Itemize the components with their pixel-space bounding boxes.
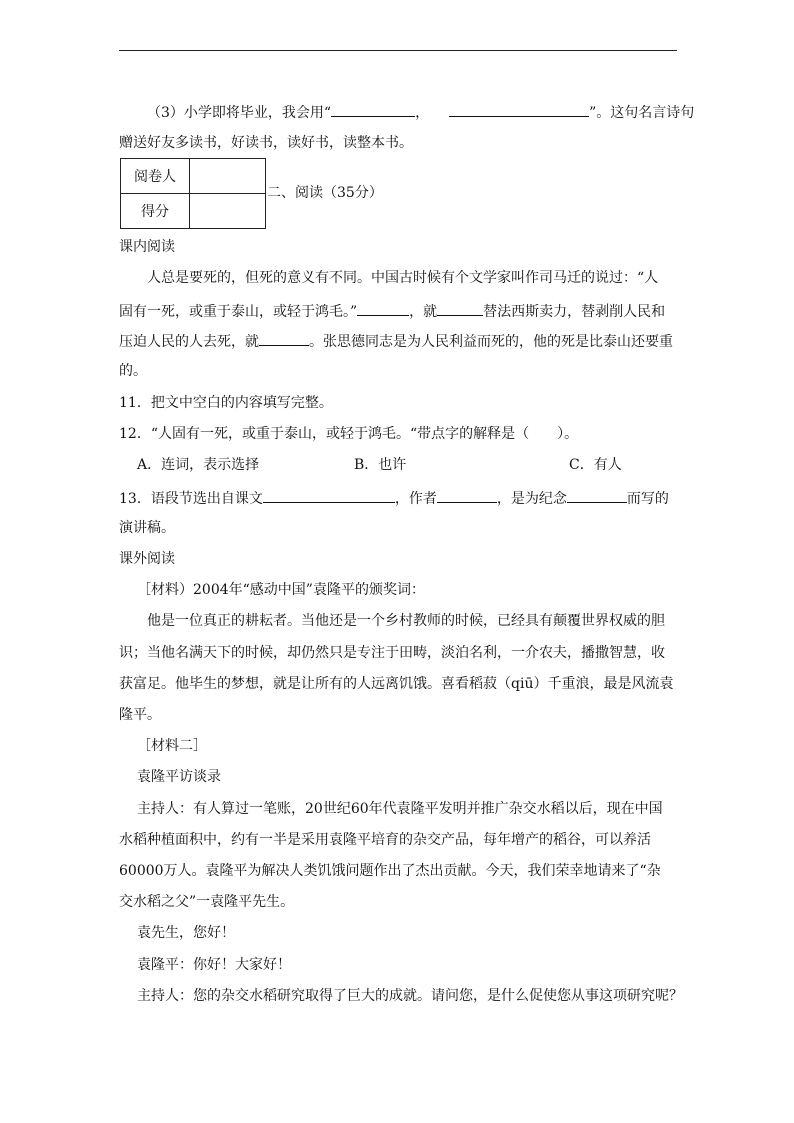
header-rule <box>119 50 677 51</box>
reviewer-label: 阅卷人 <box>121 159 190 194</box>
q13-blank-author[interactable] <box>437 487 497 503</box>
material-1-line: 隆平。 <box>119 707 161 723</box>
interview-line: 水稻种植面积中，约有一半是采用袁隆平培育的杂交产品，每年增产的稻谷，可以养活 <box>119 832 651 848</box>
q13-blank-purpose[interactable] <box>567 487 627 503</box>
passage-line-3 <box>119 330 673 352</box>
passage-blank-1[interactable] <box>357 300 409 316</box>
out-class-heading: 课外阅读 <box>119 551 175 567</box>
q3-line-2: 赠送好友多读书，好读书，读好书，读整本书。 <box>119 135 413 151</box>
passage-2-b: ，就 <box>409 304 438 320</box>
material-2-subtitle: 袁隆平访谈录 <box>137 769 221 785</box>
section-title: 二、阅读（35分） <box>267 185 383 201</box>
q13-text-b: ，作者 <box>394 491 437 507</box>
passage-blank-2[interactable] <box>437 300 483 316</box>
passage-3-a: 压迫人民的人去死，就 <box>119 334 259 350</box>
passage-line-2 <box>119 300 665 322</box>
q3-blank-1[interactable] <box>331 101 415 117</box>
question-12: 12．“人固有一死，或重于泰山，或轻于鸿毛。“带点字的解释是（ ）。 <box>119 426 579 442</box>
material-1-line: 他是一位真正的耕耘者。当他还是一个乡村教师的时候，已经具有颠覆世界权威的胆 <box>147 613 665 629</box>
passage-2-a: 固有一死，或重于泰山，或轻于鸿毛。” <box>119 304 358 320</box>
passage-line-1: 人总是要死的，但死的意义有不同。中国古时候有个文学家叫作司马迁的说过：“人 <box>147 270 659 286</box>
score-cell[interactable] <box>190 194 266 229</box>
passage-3-b: 。张思德同志是为人民利益而死的，他的死是比泰山还要重 <box>309 334 673 350</box>
q13-text-c: ，是为纪念 <box>496 491 567 507</box>
score-label: 得分 <box>121 194 190 229</box>
interview-line: 主持人：有人算过一笔账，20世纪60年代袁隆平发明并推广杂交水稻以后，现在中国 <box>137 801 663 817</box>
q3-text-b: ， <box>415 105 430 121</box>
interview-line: 袁隆平：你好！大家好！ <box>137 957 291 973</box>
q12-option-a[interactable]: A．连词，表示选择 <box>137 457 260 473</box>
question-13-cont: 演讲稿。 <box>119 520 175 536</box>
q3-text-c: ”。这句名言诗句 <box>589 105 695 121</box>
reviewer-cell[interactable] <box>190 159 266 194</box>
score-table <box>120 158 266 229</box>
material-1-line: 获富足。他毕生的梦想，就是让所有的人远离饥饿。喜看稻菽（qiū）千重浪，最是风流袁 <box>119 676 674 692</box>
interview-line: 主持人：您的杂交水稻研究取得了巨大的成就。请问您，是什么促使您从事这项研究呢？ <box>137 988 683 1004</box>
q13-text-a: 13．语段节选出自课文 <box>119 491 263 507</box>
q3-blank-2[interactable] <box>449 101 589 117</box>
material-1-title: ［材料）2004年“感动中国”袁隆平的颁奖词： <box>137 582 425 598</box>
passage-line-4: 的。 <box>119 363 147 379</box>
in-class-heading: 课内阅读 <box>119 239 175 255</box>
passage-2-c: 替法西斯卖力，替剥削人民和 <box>483 304 666 320</box>
question-13 <box>119 487 669 509</box>
q13-text-d: 而写的 <box>626 491 669 507</box>
q3-text-a: （3）小学即将毕业，我会用“ <box>147 105 332 121</box>
q12-option-b[interactable]: B．也许 <box>354 457 407 473</box>
material-1-line: 识；当他名满天下的时候，却仍然只是专注于田畴，淡泊名利，一介农夫，播撒智慧，收 <box>119 645 665 661</box>
interview-line: 交水稻之父”一袁隆平先生。 <box>119 894 295 910</box>
interview-line: 袁先生，您好！ <box>137 925 235 941</box>
question-11: 11．把文中空白的内容填写完整。 <box>119 395 333 411</box>
interview-line: 60000万人。袁隆平为解决人类饥饿问题作出了杰出贡献。今天，我们荣幸地请来了“杂 <box>119 863 661 879</box>
passage-blank-3[interactable] <box>259 330 309 346</box>
q12-option-c[interactable]: C．有人 <box>569 457 622 473</box>
material-2-title: ［材料二］ <box>137 738 207 754</box>
q13-blank-lesson[interactable] <box>263 487 395 503</box>
q3-line-1 <box>147 101 694 123</box>
